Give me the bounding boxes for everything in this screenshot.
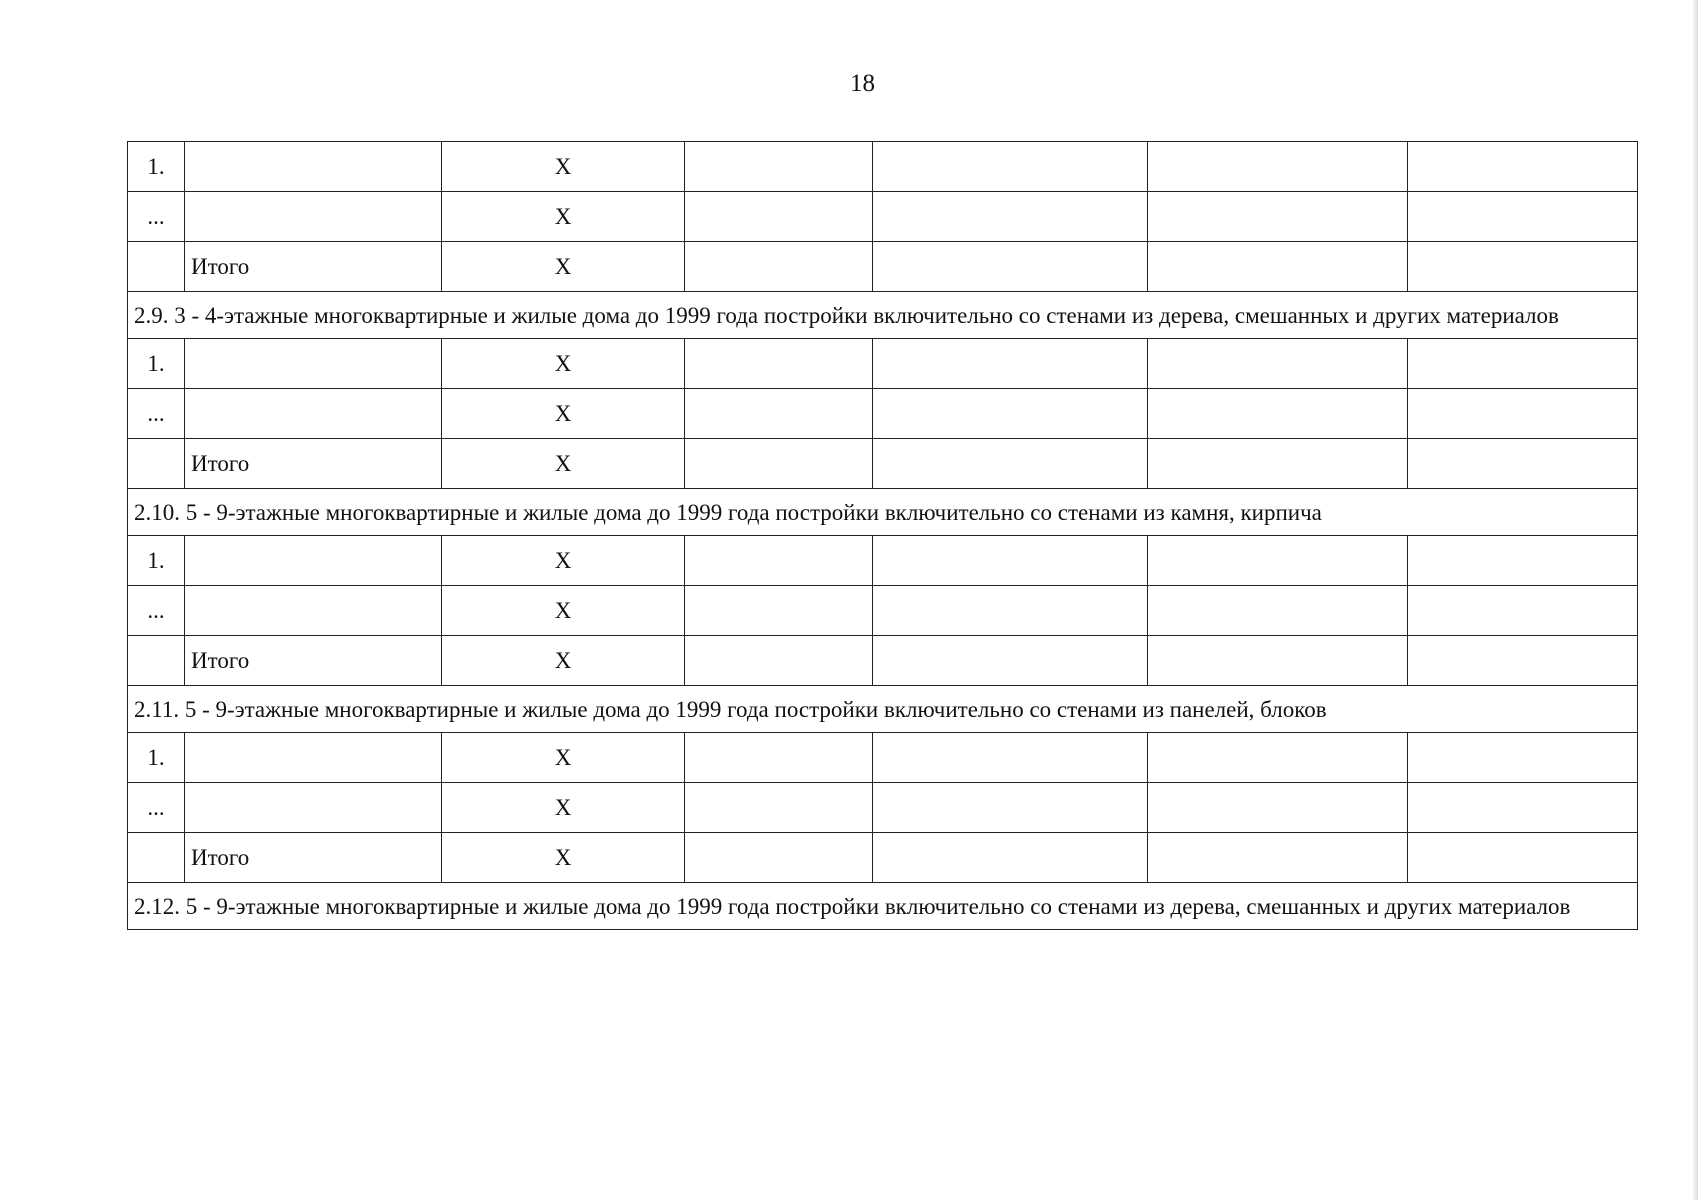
row-name-cell (185, 192, 442, 242)
empty-cell (873, 783, 1148, 833)
empty-cell (1408, 242, 1638, 292)
empty-cell (1148, 242, 1408, 292)
empty-cell (1408, 783, 1638, 833)
empty-cell (873, 439, 1148, 489)
row-mark-cell: Х (442, 783, 685, 833)
empty-cell (1148, 389, 1408, 439)
table-row (128, 339, 1638, 389)
table-row (128, 833, 1638, 883)
row-number-cell: ... (128, 389, 185, 439)
empty-cell (1408, 586, 1638, 636)
table-row (128, 142, 1638, 192)
empty-cell (685, 833, 873, 883)
row-mark-cell: Х (442, 242, 685, 292)
empty-cell (685, 242, 873, 292)
empty-cell (1148, 536, 1408, 586)
empty-cell (1408, 636, 1638, 686)
row-mark-cell: Х (442, 192, 685, 242)
empty-cell (685, 389, 873, 439)
row-name-cell (185, 142, 442, 192)
empty-cell (1408, 536, 1638, 586)
row-name-cell: Итого (185, 242, 442, 292)
empty-cell (1408, 192, 1638, 242)
empty-cell (1148, 833, 1408, 883)
row-number-cell: ... (128, 192, 185, 242)
empty-cell (1148, 192, 1408, 242)
row-mark-cell: Х (442, 339, 685, 389)
row-number-cell: 1. (128, 142, 185, 192)
table-row (128, 636, 1638, 686)
row-mark-cell: Х (442, 536, 685, 586)
row-name-cell: Итого (185, 439, 442, 489)
row-number-cell (128, 636, 185, 686)
row-number-cell: ... (128, 783, 185, 833)
empty-cell (873, 833, 1148, 883)
empty-cell (685, 636, 873, 686)
empty-cell (1148, 142, 1408, 192)
data-table (127, 141, 1638, 930)
empty-cell (873, 192, 1148, 242)
empty-cell (685, 192, 873, 242)
row-mark-cell: Х (442, 142, 685, 192)
empty-cell (873, 242, 1148, 292)
row-number-cell: 1. (128, 536, 185, 586)
empty-cell (873, 339, 1148, 389)
empty-cell (685, 536, 873, 586)
row-number-cell (128, 439, 185, 489)
row-mark-cell: Х (442, 636, 685, 686)
empty-cell (685, 439, 873, 489)
section-header-row (128, 686, 1638, 733)
empty-cell (1148, 439, 1408, 489)
row-name-cell: Итого (185, 833, 442, 883)
empty-cell (873, 536, 1148, 586)
row-number-cell (128, 242, 185, 292)
row-number-cell (128, 833, 185, 883)
table-row (128, 242, 1638, 292)
section-header-row (128, 292, 1638, 339)
section-title: 2.12. 5 - 9-этажные многоквартирные и жилые дома до 1999 года постройки включительно со стенами из дерева, смешанных и других материалов (128, 883, 1638, 930)
table-row (128, 389, 1638, 439)
table-row (128, 733, 1638, 783)
row-name-cell (185, 783, 442, 833)
empty-cell (873, 636, 1148, 686)
row-name-cell (185, 389, 442, 439)
empty-cell (1148, 636, 1408, 686)
table-row (128, 783, 1638, 833)
table-row (128, 192, 1638, 242)
section-title: 2.9. 3 - 4-этажные многоквартирные и жилые дома до 1999 года постройки включительно со стенами из дерева, смешанных и других материалов (128, 292, 1638, 339)
row-mark-cell: Х (442, 586, 685, 636)
row-mark-cell: Х (442, 733, 685, 783)
empty-cell (685, 783, 873, 833)
row-name-cell (185, 536, 442, 586)
section-header-row (128, 883, 1638, 930)
row-name-cell: Итого (185, 636, 442, 686)
empty-cell (685, 142, 873, 192)
empty-cell (873, 389, 1148, 439)
empty-cell (1408, 142, 1638, 192)
empty-cell (873, 586, 1148, 636)
empty-cell (685, 339, 873, 389)
row-name-cell (185, 733, 442, 783)
empty-cell (1408, 733, 1638, 783)
empty-cell (1408, 439, 1638, 489)
row-mark-cell: Х (442, 833, 685, 883)
empty-cell (685, 586, 873, 636)
row-mark-cell: Х (442, 389, 685, 439)
section-header-row (128, 489, 1638, 536)
row-mark-cell: Х (442, 439, 685, 489)
empty-cell (1408, 389, 1638, 439)
row-number-cell: ... (128, 586, 185, 636)
section-title: 2.10. 5 - 9-этажные многоквартирные и жилые дома до 1999 года постройки включительно со стенами из камня, кирпича (128, 489, 1638, 536)
row-name-cell (185, 586, 442, 636)
table-row (128, 536, 1638, 586)
empty-cell (1148, 733, 1408, 783)
empty-cell (1408, 833, 1638, 883)
row-number-cell: 1. (128, 339, 185, 389)
empty-cell (1148, 783, 1408, 833)
empty-cell (873, 733, 1148, 783)
table-row (128, 439, 1638, 489)
table-row (128, 586, 1638, 636)
section-title: 2.11. 5 - 9-этажные многоквартирные и жилые дома до 1999 года постройки включительно со стенами из панелей, блоков (128, 686, 1638, 733)
empty-cell (1148, 586, 1408, 636)
scan-edge (1692, 0, 1698, 1200)
row-name-cell (185, 339, 442, 389)
empty-cell (1148, 339, 1408, 389)
page-number: 18 (850, 70, 875, 97)
empty-cell (685, 733, 873, 783)
empty-cell (873, 142, 1148, 192)
row-number-cell: 1. (128, 733, 185, 783)
empty-cell (1408, 339, 1638, 389)
